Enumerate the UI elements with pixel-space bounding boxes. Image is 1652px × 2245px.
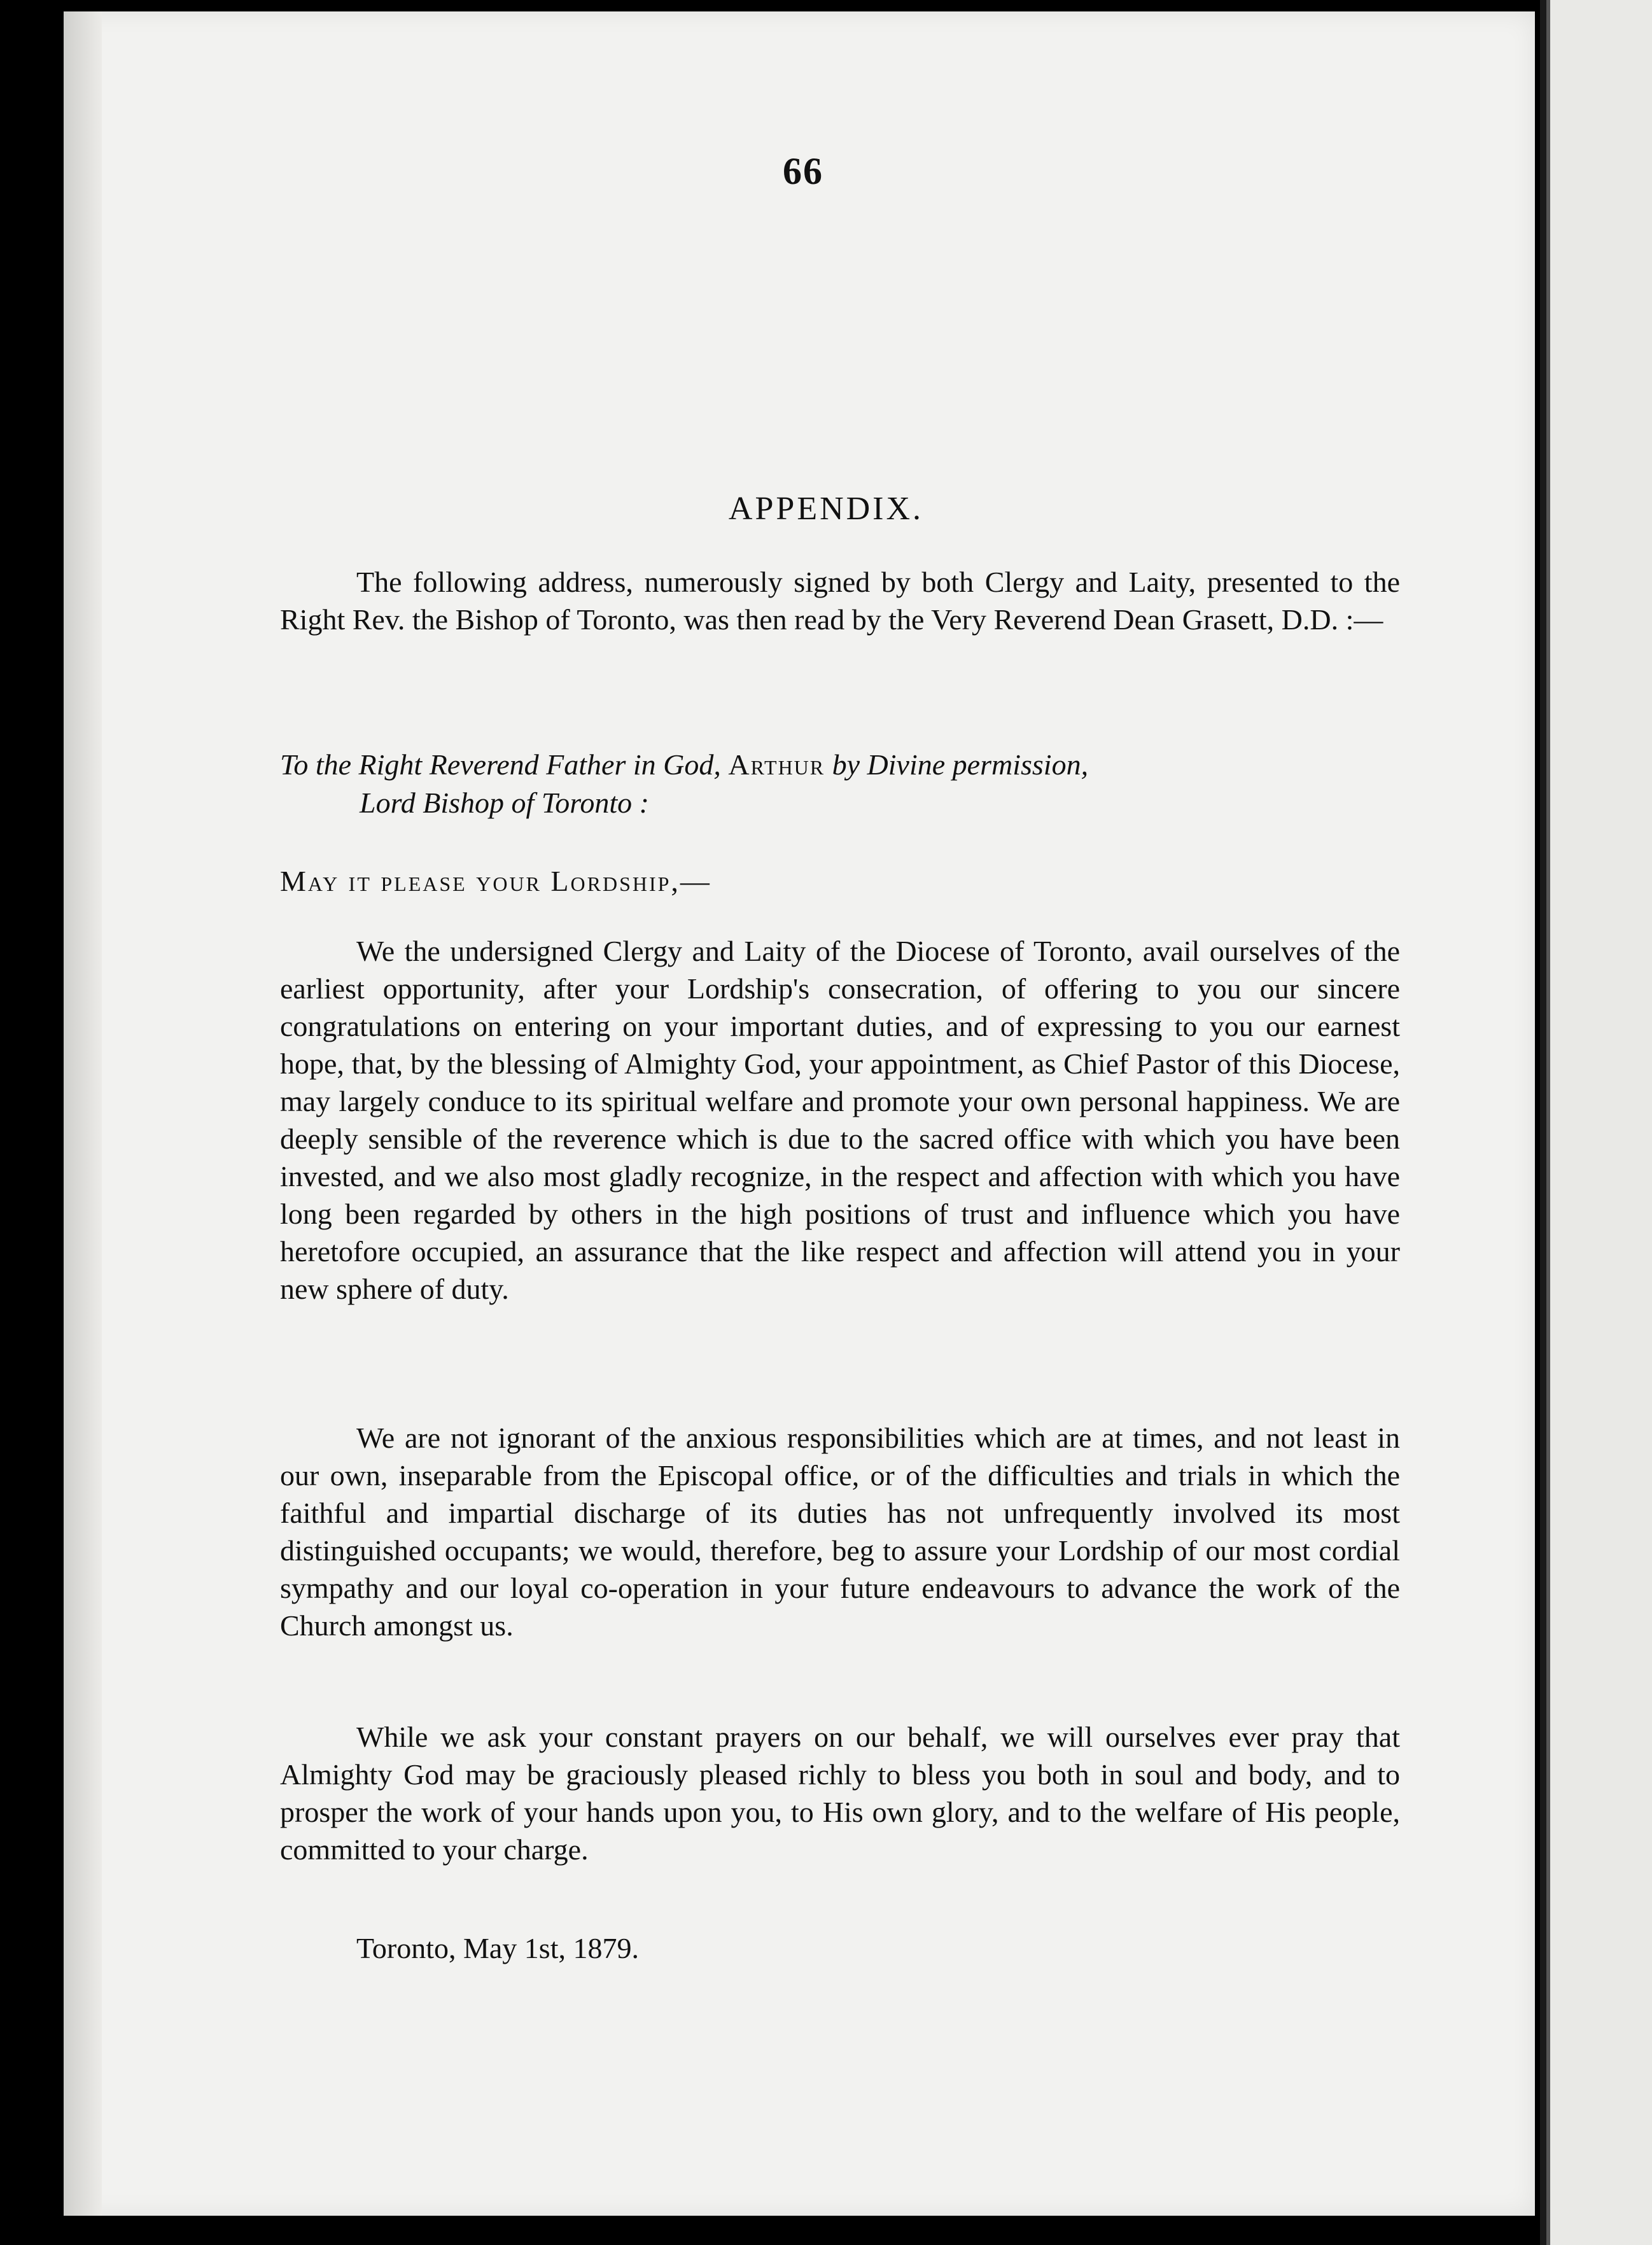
- address-opening: May it please your Lordship,—: [280, 865, 711, 897]
- page-number: 66: [783, 150, 823, 192]
- body-paragraph-1: We the undersigned Clergy and Laity of the Diocese of Toronto, avail ourselves of the earliest opportunity, after your Lordship's consecration, of offering to you our sincere congratulations on entering on your important duties, and of expressing to you our earnest hope, that, by the blessing of Almighty God, your appointment, as Chief Pastor of this Diocese, may largely conduce to its spiritual welfare and promote your own personal happiness. We are deeply sensible of the reverence which is due to the sacred office with which you have been invested, and we also most gladly recognize, in the respect and affection with which you have long been regarded by others in the high positions of trust and influence which you have heretofore occupied, an assurance that the like respect and affection will attend you in your new sphere of duty.: [280, 935, 1400, 1305]
- salutation-part2: by Divine permission,: [825, 748, 1089, 781]
- dateline: Toronto, May 1st, 1879.: [356, 1932, 639, 1964]
- salutation: [280, 746, 1400, 822]
- adjacent-page-edge: [1540, 0, 1652, 2245]
- section-heading: APPENDIX.: [728, 491, 924, 527]
- intro-paragraph: The following address, numerously signed by both Clergy and Laity, presented to the Right Rev. the Bishop of Toronto, was then read by the Very Reverend Dean Grasett, D.D. :—: [280, 566, 1400, 636]
- salutation-part1: To the Right Reverend Father in God,: [280, 748, 729, 781]
- salutation-line2: Lord Bishop of Toronto :: [360, 787, 649, 819]
- page-gutter-shadow: [64, 11, 102, 2216]
- body-paragraph-2: We are not ignorant of the anxious responsibilities which are at times, and not least in our own, inseparable from the Episcopal office, or of the difficulties and trials in which the faithful and impartial discharge of its duties has not unfrequently involved its most distinguished occupants; we would, therefore, beg to assure your Lordship of our most cordial sympathy and our loyal co-operation in your future endeavours to advance the work of the Church amongst us.: [280, 1422, 1400, 1642]
- salutation-name: Arthur: [728, 748, 825, 781]
- binding-spine: [1546, 0, 1550, 2245]
- body-paragraph-3: While we ask your constant prayers on our behalf, we will ourselves ever pray that Almighty God may be graciously pleased richly to bless you both in soul and body, and to prosper the work of your hands upon you, to His own glory, and to the welfare of His people, committed to your charge.: [280, 1721, 1400, 1866]
